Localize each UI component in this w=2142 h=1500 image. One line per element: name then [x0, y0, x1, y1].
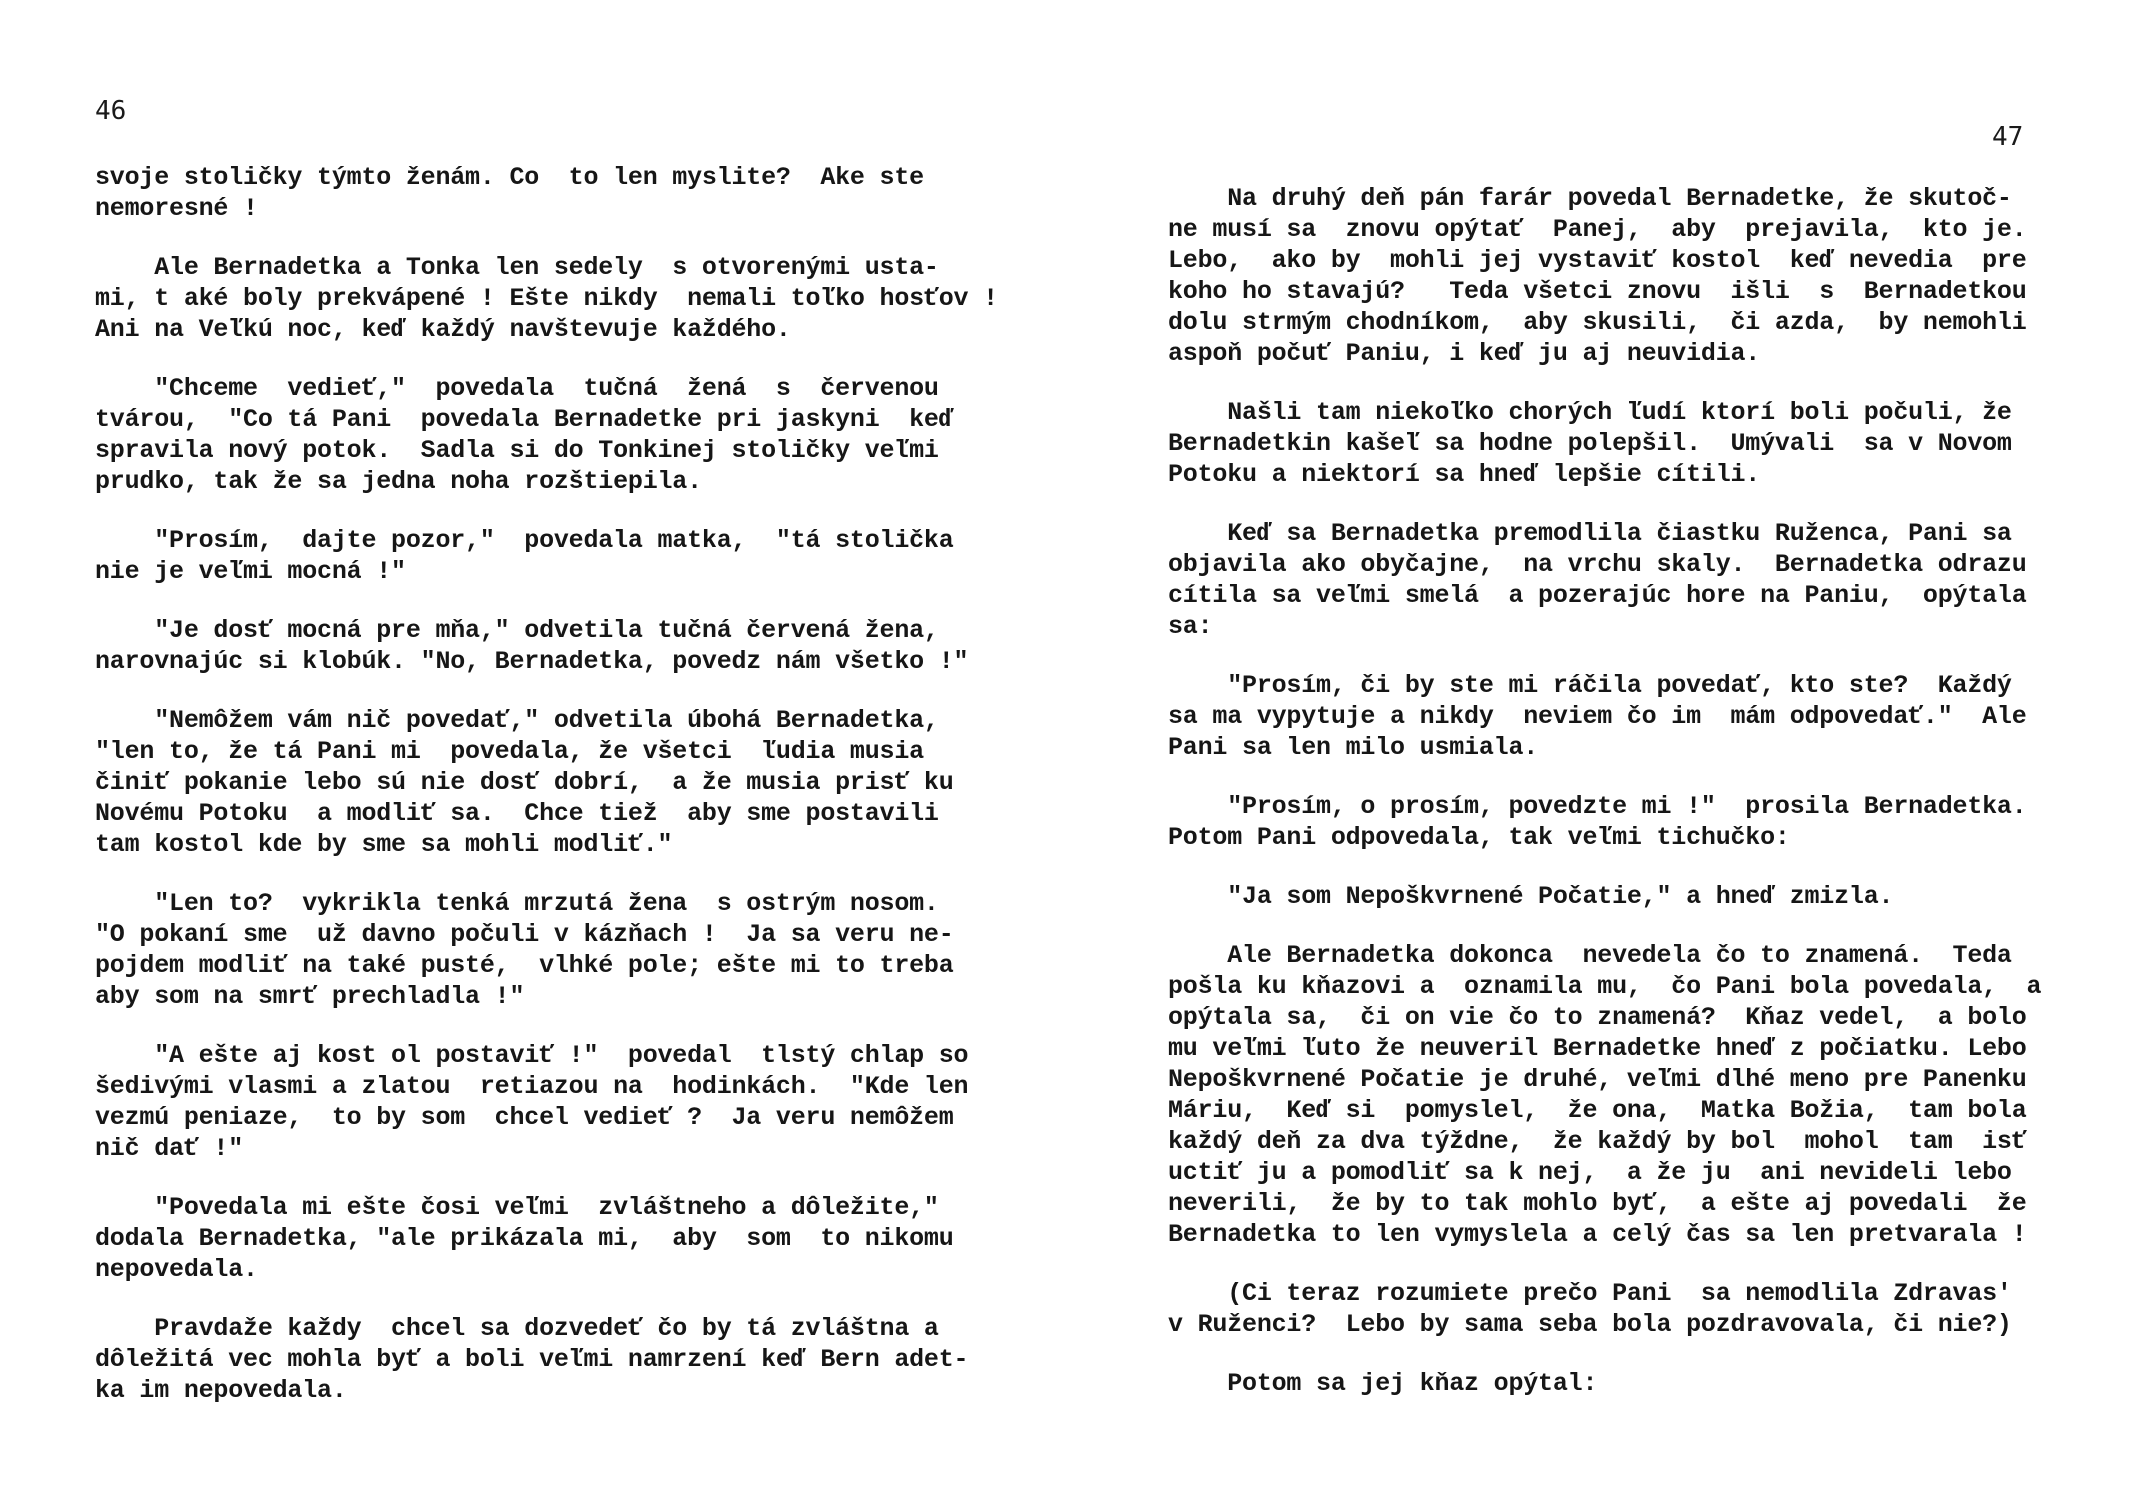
- text-line: mi, t aké boly prekvápené ! Ešte nikdy nemali toľko hosťov !: [95, 284, 998, 313]
- left-page-text: [95, 162, 998, 1434]
- paragraph: [95, 1040, 995, 1164]
- paragraph: [1168, 1368, 2068, 1399]
- paragraph: [95, 615, 995, 677]
- text-line: mu veľmi ľuto že neuveril Bernadetke hneď z počiatku. Lebo: [1168, 1034, 2027, 1063]
- text-line: cítila sa veľmi smelá a pozerajúc hore na Paniu, opýtala: [1168, 581, 2027, 610]
- text-line: Novému Potoku a modliť sa. Chce tiež aby sme postavili: [95, 799, 939, 828]
- text-line: vezmú peniaze, to by som chcel vedieť ? Ja veru nemôžem: [95, 1103, 954, 1132]
- text-line: (Ci teraz rozumiete prečo Pani sa nemodlila Zdravas': [1168, 1279, 2012, 1308]
- text-line: tvárou, "Co tá Pani povedala Bernadetke pri jaskyni keď: [95, 405, 954, 434]
- text-line: "O pokaní sme už davno počuli v kázňach ! Ja sa veru ne-: [95, 920, 954, 949]
- text-line: nemoresné !: [95, 194, 258, 223]
- text-line: Máriu, Keď si pomyslel, že ona, Matka Božia, tam bola: [1168, 1096, 2027, 1125]
- paragraph: [95, 888, 995, 1012]
- text-line: nič dať !": [95, 1134, 244, 1163]
- paragraph: [95, 162, 995, 224]
- text-line: Potom sa jej kňaz opýtal:: [1168, 1369, 1598, 1398]
- text-line: opýtala sa, či on vie čo to znamená? Kňaz vedel, a bolo: [1168, 1003, 2027, 1032]
- text-line: Pravdaže každy chcel sa dozvedeť čo by tá zvláštna a: [95, 1314, 939, 1343]
- paragraph: [1168, 518, 2068, 642]
- text-line: narovnajúc si klobúk. "No, Bernadetka, povedz nám všetko !": [95, 647, 969, 676]
- text-line: tam kostol kde by sme sa mohli modliť.": [95, 830, 673, 859]
- text-line: prudko, tak že sa jedna noha rozštiepila.: [95, 467, 702, 496]
- paragraph: [1168, 881, 2068, 912]
- paragraph: [1168, 183, 2068, 369]
- text-line: Pani sa len milo usmiala.: [1168, 733, 1539, 762]
- text-line: dodala Bernadetka, "ale prikázala mi, aby som to nikomu: [95, 1224, 954, 1253]
- text-line: koho ho stavajú? Teda všetci znovu išli s Bernadetkou: [1168, 277, 2027, 306]
- text-line: činiť pokanie lebo sú nie dosť dobrí, a že musia prisť ku: [95, 768, 954, 797]
- paragraph: [1168, 791, 2068, 853]
- text-line: Ani na Veľkú noc, keď každý navštevuje každého.: [95, 315, 791, 344]
- text-line: neverili, že by to tak mohlo byť, a ešte aj povedali že: [1168, 1189, 2027, 1218]
- text-line: objavila ako obyčajne, na vrchu skaly. Bernadetka odrazu: [1168, 550, 2027, 579]
- text-line: sa ma vypytuje a nikdy neviem čo im mám odpovedať." Ale: [1168, 702, 2027, 731]
- paragraph: [1168, 397, 2068, 490]
- text-line: ne musí sa znovu opýtať Panej, aby prejavila, kto je.: [1168, 215, 2027, 244]
- right-page-text: [1168, 183, 2068, 1427]
- text-line: Ale Bernadetka a Tonka len sedely s otvorenými usta-: [95, 253, 939, 282]
- text-line: šedivými vlasmi a zlatou retiazou na hodinkách. "Kde len: [95, 1072, 969, 1101]
- text-line: nie je veľmi mocná !": [95, 557, 406, 586]
- text-line: uctiť ju a pomodliť sa k nej, a že ju ani nevideli lebo: [1168, 1158, 2012, 1187]
- text-line: pojdem modliť na také pusté, vlhké pole; ešte mi to treba: [95, 951, 954, 980]
- text-line: "Prosím, dajte pozor," povedala matka, "tá stolička: [95, 526, 954, 555]
- text-line: Na druhý deň pán farár povedal Bernadetke, že skutoč-: [1168, 184, 2012, 213]
- text-line: každý deň za dva týždne, že každý by bol mohol tam isť: [1168, 1127, 2027, 1156]
- text-line: "Chceme vedieť," povedala tučná žená s červenou: [95, 374, 939, 403]
- text-line: Ale Bernadetka dokonca nevedela čo to znamená. Teda: [1168, 941, 2012, 970]
- text-line: svoje stoličky týmto ženám. Co to len myslite? Ake ste: [95, 163, 924, 192]
- paragraph: [95, 525, 995, 587]
- paragraph: [95, 252, 998, 345]
- paragraph: [95, 373, 995, 497]
- text-line: nepovedala.: [95, 1255, 258, 1284]
- text-line: spravila nový potok. Sadla si do Tonkinej stoličky veľmi: [95, 436, 939, 465]
- paragraph: [95, 1192, 995, 1285]
- paragraph: [1168, 940, 2068, 1250]
- text-line: Keď sa Bernadetka premodlila čiastku Ruženca, Pani sa: [1168, 519, 2012, 548]
- text-line: ka im nepovedala.: [95, 1376, 347, 1405]
- text-line: Potoku a niektorí sa hneď lepšie cítili.: [1168, 460, 1761, 489]
- text-line: Bernadetka to len vymyslela a celý čas sa len pretvarala !: [1168, 1220, 2027, 1249]
- text-line: Bernadetkin kašeľ sa hodne polepšil. Umývali sa v Novom: [1168, 429, 2012, 458]
- text-line: pošla ku kňazovi a oznamila mu, čo Pani bola povedala, a: [1168, 972, 2042, 1001]
- text-line: "Nemôžem vám nič povedať," odvetila úbohá Bernadetka,: [95, 706, 939, 735]
- text-line: "Ja som Nepoškvrnené Počatie," a hneď zmizla.: [1168, 882, 1894, 911]
- text-line: "Povedala mi ešte čosi veľmi zvláštneho a dôležite,": [95, 1193, 939, 1222]
- paragraph: [1168, 1278, 2068, 1340]
- text-line: "len to, že tá Pani mi povedala, že všetci ľudia musia: [95, 737, 924, 766]
- text-line: Nepoškvrnené Počatie je druhé, veľmi dlhé meno pre Panenku: [1168, 1065, 2027, 1094]
- text-line: "Prosím, či by ste mi ráčila povedať, kto ste? Každý: [1168, 671, 2012, 700]
- text-line: "Prosím, o prosím, povedzte mi !" prosila Bernadetka.: [1168, 792, 2027, 821]
- page-number-left: 46: [95, 96, 127, 126]
- text-line: "Len to? vykrikla tenká mrzutá žena s ostrým nosom.: [95, 889, 939, 918]
- text-line: aspoň počuť Paniu, i keď ju aj neuvidia.: [1168, 339, 1761, 368]
- text-line: dôležitá vec mohla byť a boli veľmi namrzení keď Bern adet-: [95, 1345, 969, 1374]
- text-line: "A ešte aj kost ol postaviť !" povedal tlstý chlap so: [95, 1041, 969, 1070]
- text-line: "Je dosť mocná pre mňa," odvetila tučná červená žena,: [95, 616, 939, 645]
- paragraph: [1168, 670, 2068, 763]
- text-line: dolu strmým chodníkom, aby skusili, či azda, by nemohli: [1168, 308, 2027, 337]
- page-number-right: 47: [1992, 122, 2024, 152]
- text-line: Našli tam niekoľko chorých ľudí ktorí boli počuli, že: [1168, 398, 2012, 427]
- text-line: Lebo, ako by mohli jej vystaviť kostol keď nevedia pre: [1168, 246, 2027, 275]
- paragraph: [95, 1313, 995, 1406]
- text-line: sa:: [1168, 612, 1213, 641]
- text-line: Potom Pani odpovedala, tak veľmi tichučko:: [1168, 823, 1790, 852]
- text-line: aby som na smrť prechladla !": [95, 982, 525, 1011]
- paragraph: [95, 705, 995, 860]
- text-line: v Ruženci? Lebo by sama seba bola pozdravovala, či nie?): [1168, 1310, 2012, 1339]
